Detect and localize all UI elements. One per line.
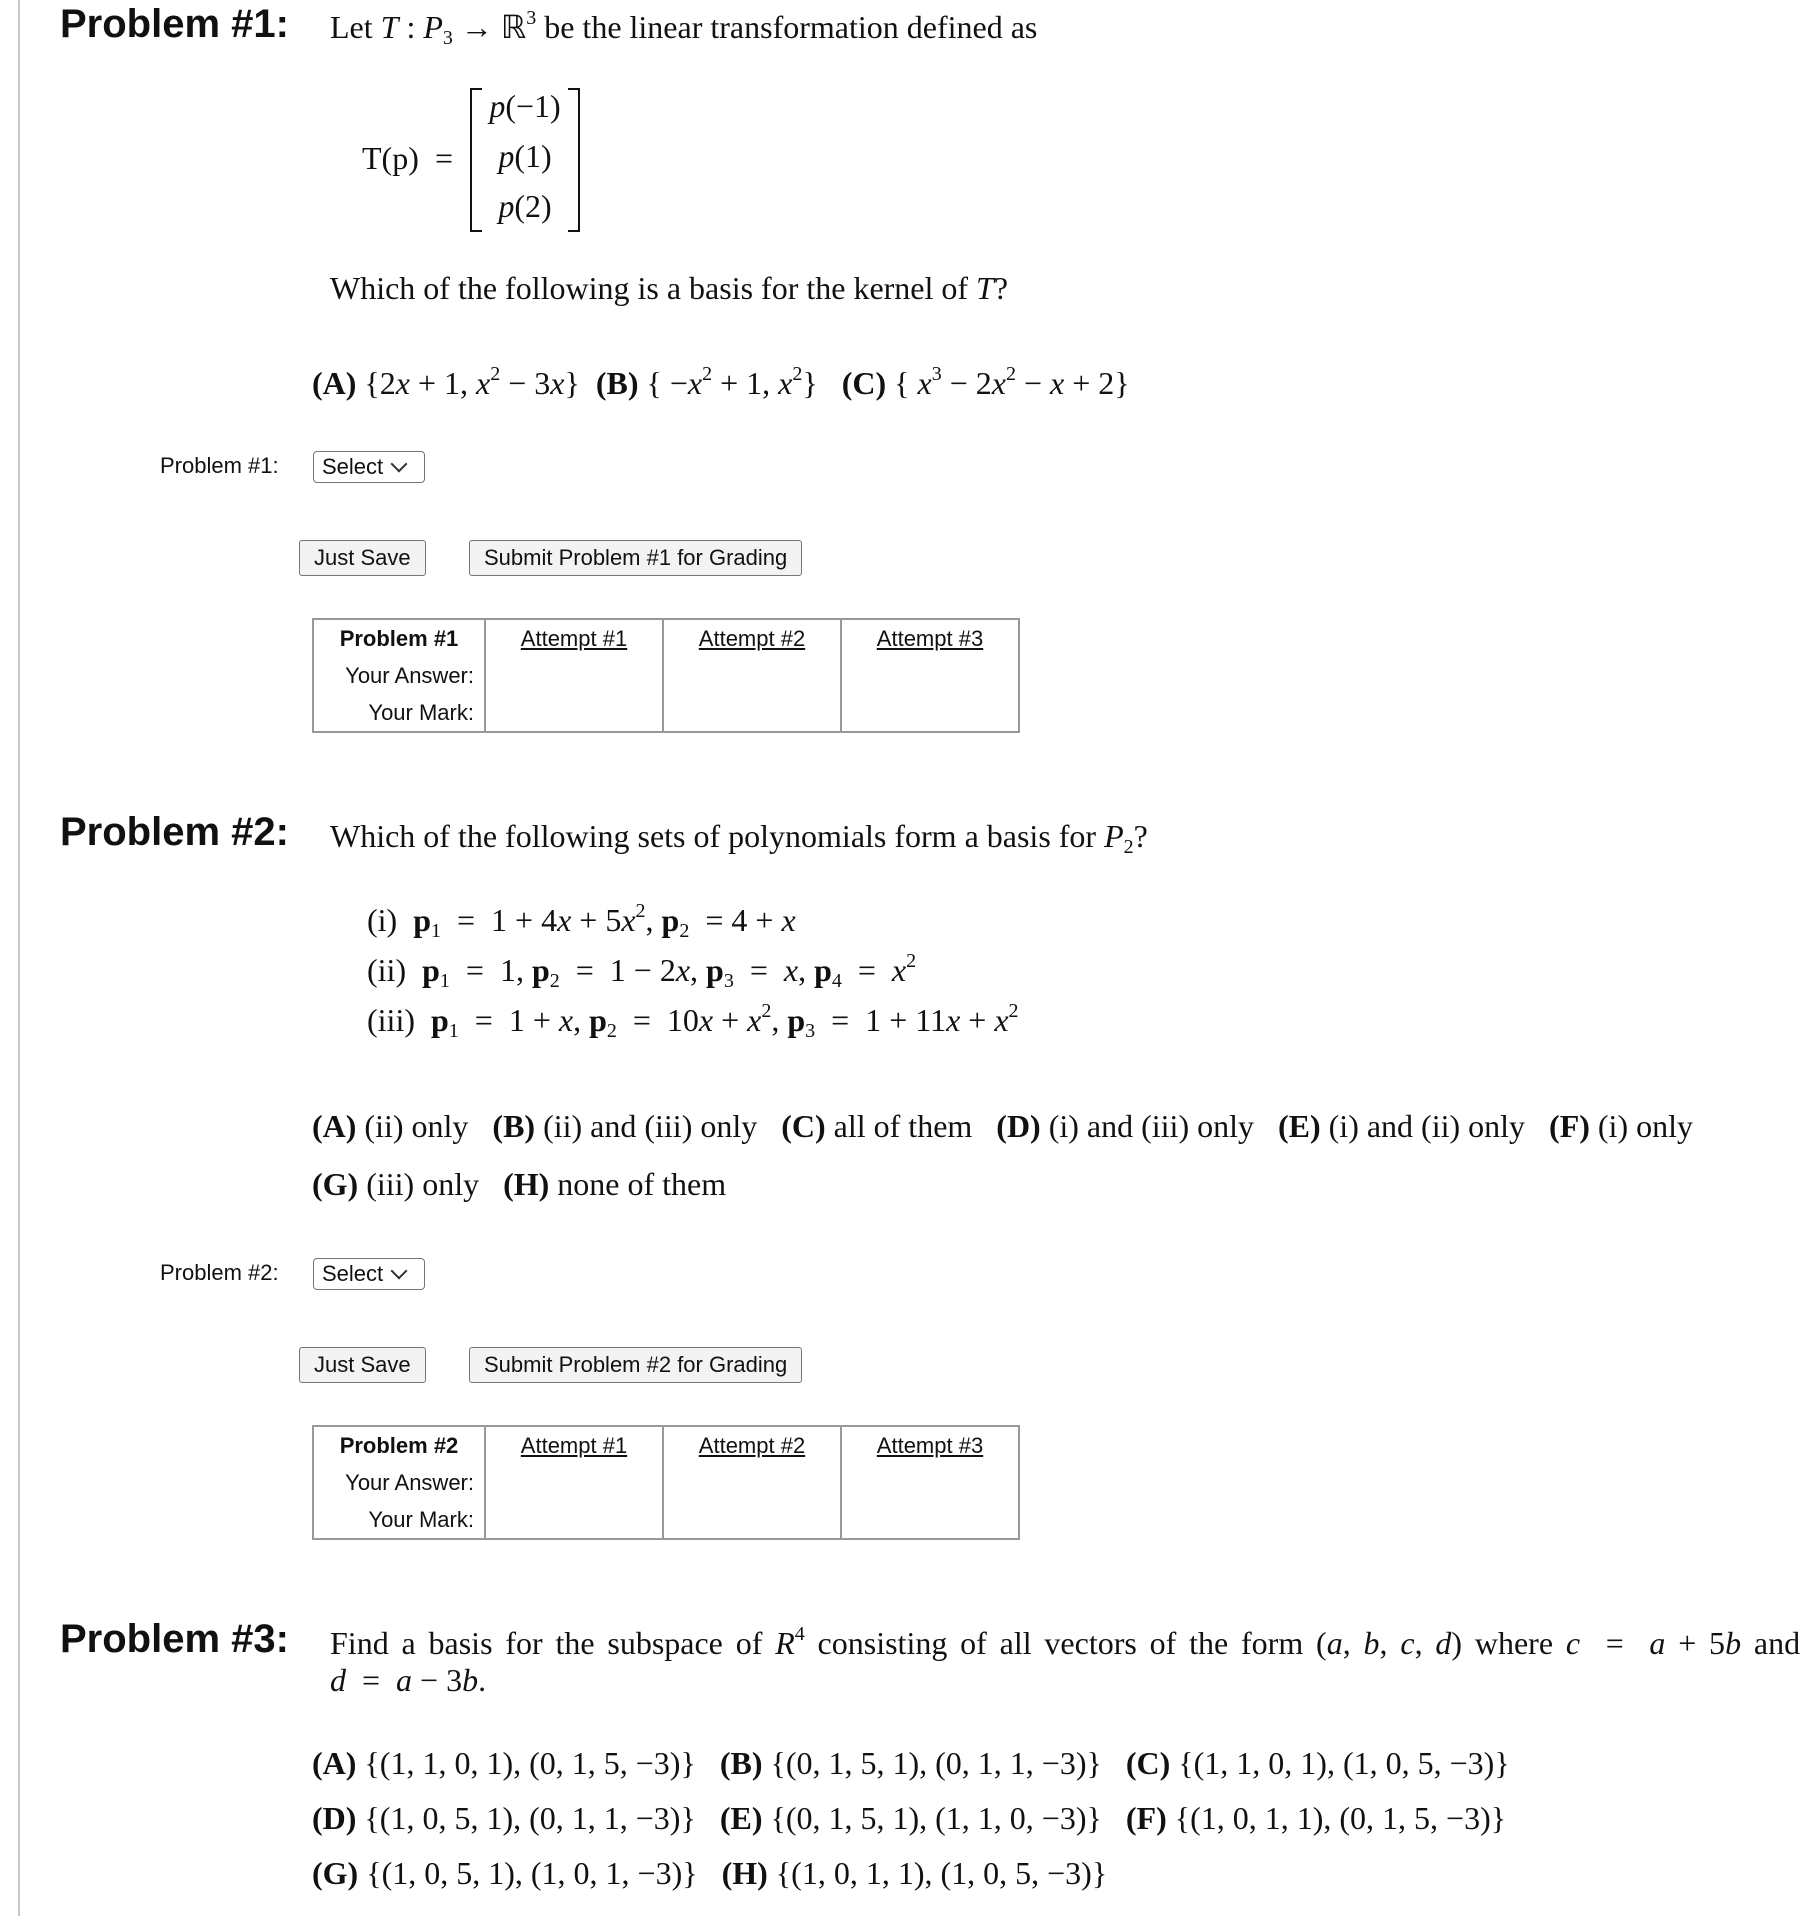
problem-1-submit-button[interactable]: Submit Problem #1 for Grading xyxy=(469,540,802,576)
problem-1-just-save-button[interactable]: Just Save xyxy=(299,540,426,576)
chevron-down-icon xyxy=(391,1263,408,1280)
problem-1-answer-label: Problem #1: xyxy=(160,453,279,478)
mapping-row-3: p(2) xyxy=(498,188,552,224)
problem-3-options-line-2: (D) {(1, 0, 5, 1), (0, 1, 1, −3)} (E) {(0, 1, 5, 1), (1, 1, 0, −3)} (F) {(1, 0, 1, 1), (0, 1, 5, −3)} xyxy=(312,1800,1507,1836)
right-bracket xyxy=(568,88,580,232)
problem-3-statement-line-2: d = a − 3b. xyxy=(330,1662,487,1698)
problem-2-select[interactable] xyxy=(313,1258,425,1290)
problem-2-submit-button[interactable]: Submit Problem #2 for Grading xyxy=(469,1347,802,1383)
problem-1-options: (A) {2x + 1, $x^2 - 3x$} (B) { $-x^2 + 1$, $x^2$} (C) { $x^3 - 2x^2 - x + 2$} xyxy=(312,363,1130,401)
attempt-1-link[interactable]: Attempt #1 xyxy=(520,1432,628,1458)
attempt-2-link[interactable]: Attempt #2 xyxy=(698,625,806,651)
problem-1-select[interactable] xyxy=(313,451,425,483)
mark-cell xyxy=(663,1501,841,1539)
answer-cell xyxy=(485,657,663,694)
attempt-3-link[interactable]: Attempt #3 xyxy=(876,1432,984,1458)
problem-2-title: Problem #2: xyxy=(60,810,289,854)
answer-cell xyxy=(663,657,841,694)
answer-cell xyxy=(663,1464,841,1501)
mark-cell xyxy=(485,1501,663,1539)
mapping-row-1: p(−1) xyxy=(489,88,561,124)
attempt-1-link[interactable]: Attempt #1 xyxy=(520,625,628,651)
problem-2-statement: Which of the following sets of polynomials form a basis for $P_2$? xyxy=(330,818,1148,858)
mark-cell xyxy=(841,1501,1019,1539)
mark-cell xyxy=(485,694,663,732)
problem-3-title: Problem #3: xyxy=(60,1617,289,1661)
your-mark-label: Your Mark: xyxy=(313,1501,485,1539)
problem-3-options-line-3: (G) {(1, 0, 5, 1), (1, 0, 1, −3)} (H) {(1, 0, 1, 1), (1, 0, 5, −3)} xyxy=(312,1855,1108,1891)
problem-2-just-save-button[interactable]: Just Save xyxy=(299,1347,426,1383)
select-label: Select xyxy=(322,454,384,479)
attempt-2-link[interactable]: Attempt #2 xyxy=(698,1432,806,1458)
left-bracket xyxy=(470,88,482,232)
problem-2-answer-label: Problem #2: xyxy=(160,1260,279,1285)
table-header: Problem #1 xyxy=(339,625,459,651)
answer-cell xyxy=(485,1464,663,1501)
your-answer-label: Your Answer: xyxy=(313,1464,485,1501)
problem-2-item-iii: (iii) $p_1 = 1 + x$, $p_2 = 10x + x^2$, $p_3 = 1 + 11x + x^2$ xyxy=(367,1000,1019,1042)
problem-2-options-line-1: (A) (ii) only (B) (ii) and (iii) only (C) all of them (D) (i) and (iii) only (E) (i) and (ii) only (F) (i) only xyxy=(312,1108,1693,1144)
mark-cell xyxy=(663,694,841,732)
left-border xyxy=(18,0,20,1916)
answer-cell xyxy=(841,1464,1019,1501)
problem-2-options-line-2: (G) (iii) only (H) none of them xyxy=(312,1166,727,1202)
mark-cell xyxy=(841,694,1019,732)
problem-1-title: Problem #1: xyxy=(60,2,289,46)
table-header: Problem #2 xyxy=(339,1432,459,1458)
your-answer-label: Your Answer: xyxy=(313,657,485,694)
select-label: Select xyxy=(322,1261,384,1286)
answer-cell xyxy=(841,657,1019,694)
problem-1-attempts-table xyxy=(312,618,1020,733)
problem-2-item-ii: (ii) $p_1 = 1$, $p_2 = 1 - 2x$, $p_3 = x$, $p_4 = x^2$ xyxy=(367,950,917,992)
attempt-3-link[interactable]: Attempt #3 xyxy=(876,625,984,651)
mapping-row-2: p(1) xyxy=(498,138,552,174)
problem-2-item-i: (i) $p_1 = 1 + 4x + 5x^2$, $p_2 = 4 + x$ xyxy=(367,900,796,942)
your-mark-label: Your Mark: xyxy=(313,694,485,732)
problem-3-options-line-1: (A) {(1, 1, 0, 1), (0, 1, 5, −3)} (B) {(0, 1, 5, 1), (0, 1, 1, −3)} (C) {(1, 1, 0, 1), (1, 0, 5, −3)} xyxy=(312,1745,1510,1781)
problem-3-statement-line-1: Find a basis for the subspace of $R^4$ consisting of all vectors of the form (a, b, c, d) where c = a + 5b and xyxy=(330,1623,1801,1661)
problem-1-question: Which of the following is a basis for the kernel of T? xyxy=(330,270,1009,306)
problem-1-statement: Let T : $P_3$ → ℝ$^3$ be the linear transformation defined as xyxy=(330,7,1038,49)
chevron-down-icon xyxy=(391,456,408,473)
mapping-equals: = xyxy=(435,140,454,176)
problem-2-attempts-table xyxy=(312,1425,1020,1540)
mapping-lhs: T(p) xyxy=(362,140,419,176)
